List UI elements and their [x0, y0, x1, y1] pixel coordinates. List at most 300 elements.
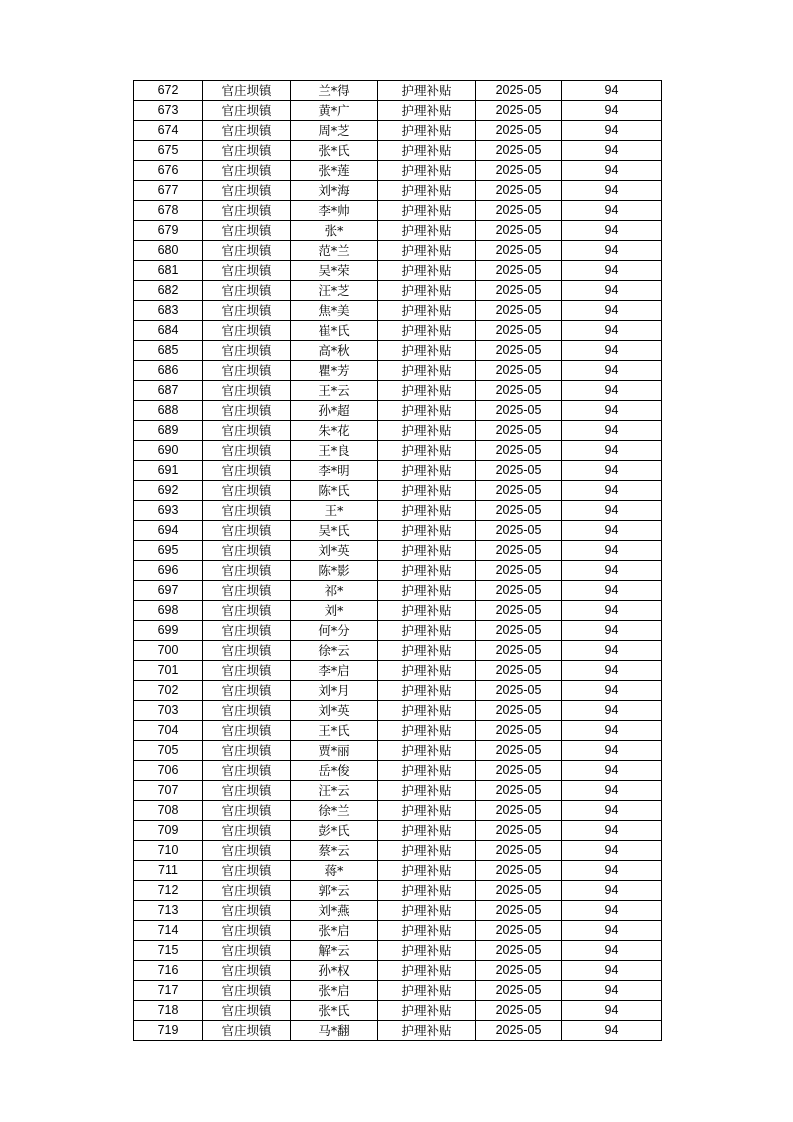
row-index-cell: 711: [134, 861, 203, 881]
row-subsidy-type-cell: 护理补贴: [378, 181, 476, 201]
row-town-cell: 官庄坝镇: [203, 861, 291, 881]
row-town-cell: 官庄坝镇: [203, 461, 291, 481]
table-row: [134, 201, 662, 221]
row-subsidy-type-cell: 护理补贴: [378, 901, 476, 921]
row-town-cell: 官庄坝镇: [203, 161, 291, 181]
row-index-cell: 680: [134, 241, 203, 261]
row-amount-cell: 94: [562, 441, 662, 461]
row-name-cell: 吴*氏: [291, 521, 378, 541]
row-town-cell: 官庄坝镇: [203, 961, 291, 981]
table-row: [134, 641, 662, 661]
row-subsidy-type-cell: 护理补贴: [378, 161, 476, 181]
row-name-cell: 刘*: [291, 601, 378, 621]
row-period-cell: 2025-05: [476, 261, 562, 281]
row-index-cell: 694: [134, 521, 203, 541]
row-town-cell: 官庄坝镇: [203, 281, 291, 301]
row-name-cell: 吴*荣: [291, 261, 378, 281]
row-name-cell: 彭*氏: [291, 821, 378, 841]
row-name-cell: 徐*云: [291, 641, 378, 661]
row-index-cell: 673: [134, 101, 203, 121]
row-amount-cell: 94: [562, 841, 662, 861]
table-row: [134, 581, 662, 601]
row-name-cell: 李*明: [291, 461, 378, 481]
table-row: [134, 361, 662, 381]
row-period-cell: 2025-05: [476, 321, 562, 341]
table-row: [134, 501, 662, 521]
row-amount-cell: 94: [562, 781, 662, 801]
row-amount-cell: 94: [562, 601, 662, 621]
row-town-cell: 官庄坝镇: [203, 801, 291, 821]
row-period-cell: 2025-05: [476, 881, 562, 901]
row-period-cell: 2025-05: [476, 1001, 562, 1021]
row-period-cell: 2025-05: [476, 101, 562, 121]
row-index-cell: 697: [134, 581, 203, 601]
row-town-cell: 官庄坝镇: [203, 481, 291, 501]
row-town-cell: 官庄坝镇: [203, 581, 291, 601]
row-subsidy-type-cell: 护理补贴: [378, 801, 476, 821]
row-name-cell: 王*氏: [291, 721, 378, 741]
row-period-cell: 2025-05: [476, 781, 562, 801]
row-amount-cell: 94: [562, 1001, 662, 1021]
row-index-cell: 715: [134, 941, 203, 961]
row-town-cell: 官庄坝镇: [203, 901, 291, 921]
row-period-cell: 2025-05: [476, 901, 562, 921]
row-index-cell: 696: [134, 561, 203, 581]
row-name-cell: 陈*影: [291, 561, 378, 581]
table-row: [134, 741, 662, 761]
row-subsidy-type-cell: 护理补贴: [378, 301, 476, 321]
row-name-cell: 黄*广: [291, 101, 378, 121]
row-name-cell: 范*兰: [291, 241, 378, 261]
table-row: [134, 381, 662, 401]
row-subsidy-type-cell: 护理补贴: [378, 981, 476, 1001]
table-row: [134, 1001, 662, 1021]
row-index-cell: 702: [134, 681, 203, 701]
row-name-cell: 汪*云: [291, 781, 378, 801]
row-period-cell: 2025-05: [476, 721, 562, 741]
row-period-cell: 2025-05: [476, 381, 562, 401]
row-subsidy-type-cell: 护理补贴: [378, 761, 476, 781]
row-town-cell: 官庄坝镇: [203, 941, 291, 961]
row-period-cell: 2025-05: [476, 421, 562, 441]
row-amount-cell: 94: [562, 241, 662, 261]
row-town-cell: 官庄坝镇: [203, 541, 291, 561]
row-index-cell: 677: [134, 181, 203, 201]
row-amount-cell: 94: [562, 281, 662, 301]
row-town-cell: 官庄坝镇: [203, 521, 291, 541]
row-town-cell: 官庄坝镇: [203, 881, 291, 901]
table-row: [134, 901, 662, 921]
row-amount-cell: 94: [562, 661, 662, 681]
row-index-cell: 700: [134, 641, 203, 661]
row-subsidy-type-cell: 护理补贴: [378, 361, 476, 381]
row-period-cell: 2025-05: [476, 921, 562, 941]
row-index-cell: 691: [134, 461, 203, 481]
row-subsidy-type-cell: 护理补贴: [378, 541, 476, 561]
table-row: [134, 121, 662, 141]
row-index-cell: 698: [134, 601, 203, 621]
row-subsidy-type-cell: 护理补贴: [378, 441, 476, 461]
table-row: [134, 321, 662, 341]
table-row: [134, 101, 662, 121]
row-subsidy-type-cell: 护理补贴: [378, 1021, 476, 1041]
row-amount-cell: 94: [562, 201, 662, 221]
row-amount-cell: 94: [562, 761, 662, 781]
row-amount-cell: 94: [562, 681, 662, 701]
row-index-cell: 672: [134, 81, 203, 101]
table-row: [134, 481, 662, 501]
row-subsidy-type-cell: 护理补贴: [378, 201, 476, 221]
table-row: [134, 1021, 662, 1041]
row-amount-cell: 94: [562, 121, 662, 141]
row-name-cell: 刘*英: [291, 701, 378, 721]
row-subsidy-type-cell: 护理补贴: [378, 461, 476, 481]
row-name-cell: 王*: [291, 501, 378, 521]
row-index-cell: 686: [134, 361, 203, 381]
table-row: [134, 301, 662, 321]
row-amount-cell: 94: [562, 501, 662, 521]
row-subsidy-type-cell: 护理补贴: [378, 81, 476, 101]
row-index-cell: 714: [134, 921, 203, 941]
row-town-cell: 官庄坝镇: [203, 561, 291, 581]
row-subsidy-type-cell: 护理补贴: [378, 321, 476, 341]
row-subsidy-type-cell: 护理补贴: [378, 881, 476, 901]
row-name-cell: 王*云: [291, 381, 378, 401]
row-amount-cell: 94: [562, 561, 662, 581]
table-row: [134, 401, 662, 421]
table-row: [134, 661, 662, 681]
row-period-cell: 2025-05: [476, 501, 562, 521]
row-index-cell: 674: [134, 121, 203, 141]
table-row: [134, 561, 662, 581]
table-row: [134, 721, 662, 741]
row-amount-cell: 94: [562, 401, 662, 421]
row-period-cell: 2025-05: [476, 761, 562, 781]
row-index-cell: 690: [134, 441, 203, 461]
row-amount-cell: 94: [562, 421, 662, 441]
row-period-cell: 2025-05: [476, 561, 562, 581]
row-town-cell: 官庄坝镇: [203, 661, 291, 681]
row-subsidy-type-cell: 护理补贴: [378, 221, 476, 241]
row-subsidy-type-cell: 护理补贴: [378, 841, 476, 861]
row-name-cell: 陈*氏: [291, 481, 378, 501]
row-index-cell: 710: [134, 841, 203, 861]
row-amount-cell: 94: [562, 921, 662, 941]
row-amount-cell: 94: [562, 541, 662, 561]
row-town-cell: 官庄坝镇: [203, 441, 291, 461]
row-amount-cell: 94: [562, 941, 662, 961]
row-index-cell: 719: [134, 1021, 203, 1041]
row-town-cell: 官庄坝镇: [203, 261, 291, 281]
row-subsidy-type-cell: 护理补贴: [378, 561, 476, 581]
row-index-cell: 688: [134, 401, 203, 421]
row-amount-cell: 94: [562, 381, 662, 401]
row-name-cell: 朱*花: [291, 421, 378, 441]
table-row: [134, 521, 662, 541]
table-row: [134, 961, 662, 981]
row-period-cell: 2025-05: [476, 241, 562, 261]
row-period-cell: 2025-05: [476, 941, 562, 961]
row-period-cell: 2025-05: [476, 441, 562, 461]
row-amount-cell: 94: [562, 881, 662, 901]
table-row: [134, 981, 662, 1001]
table-row: [134, 81, 662, 101]
table-row: [134, 261, 662, 281]
row-period-cell: 2025-05: [476, 121, 562, 141]
row-subsidy-type-cell: 护理补贴: [378, 721, 476, 741]
table-row: [134, 221, 662, 241]
row-period-cell: 2025-05: [476, 521, 562, 541]
row-name-cell: 焦*美: [291, 301, 378, 321]
row-index-cell: 678: [134, 201, 203, 221]
table-row: [134, 601, 662, 621]
row-subsidy-type-cell: 护理补贴: [378, 701, 476, 721]
subsidy-roster-table: [133, 80, 662, 1041]
row-name-cell: 蒋*: [291, 861, 378, 881]
row-town-cell: 官庄坝镇: [203, 181, 291, 201]
table-row: [134, 921, 662, 941]
row-name-cell: 郭*云: [291, 881, 378, 901]
row-name-cell: 兰*得: [291, 81, 378, 101]
row-period-cell: 2025-05: [476, 361, 562, 381]
row-index-cell: 692: [134, 481, 203, 501]
row-town-cell: 官庄坝镇: [203, 781, 291, 801]
row-town-cell: 官庄坝镇: [203, 621, 291, 641]
table-row: [134, 781, 662, 801]
table-row: [134, 841, 662, 861]
row-period-cell: 2025-05: [476, 641, 562, 661]
row-amount-cell: 94: [562, 301, 662, 321]
table-row: [134, 341, 662, 361]
row-town-cell: 官庄坝镇: [203, 601, 291, 621]
table-row: [134, 181, 662, 201]
row-town-cell: 官庄坝镇: [203, 741, 291, 761]
row-town-cell: 官庄坝镇: [203, 921, 291, 941]
row-town-cell: 官庄坝镇: [203, 201, 291, 221]
row-subsidy-type-cell: 护理补贴: [378, 521, 476, 541]
row-amount-cell: 94: [562, 461, 662, 481]
row-town-cell: 官庄坝镇: [203, 341, 291, 361]
row-subsidy-type-cell: 护理补贴: [378, 241, 476, 261]
table-row: [134, 881, 662, 901]
row-period-cell: 2025-05: [476, 861, 562, 881]
row-index-cell: 705: [134, 741, 203, 761]
table-row: [134, 421, 662, 441]
row-amount-cell: 94: [562, 141, 662, 161]
row-period-cell: 2025-05: [476, 161, 562, 181]
row-period-cell: 2025-05: [476, 701, 562, 721]
table-row: [134, 161, 662, 181]
row-town-cell: 官庄坝镇: [203, 821, 291, 841]
row-subsidy-type-cell: 护理补贴: [378, 941, 476, 961]
row-period-cell: 2025-05: [476, 141, 562, 161]
row-period-cell: 2025-05: [476, 601, 562, 621]
row-amount-cell: 94: [562, 261, 662, 281]
row-subsidy-type-cell: 护理补贴: [378, 641, 476, 661]
row-index-cell: 679: [134, 221, 203, 241]
row-subsidy-type-cell: 护理补贴: [378, 121, 476, 141]
row-town-cell: 官庄坝镇: [203, 981, 291, 1001]
row-index-cell: 689: [134, 421, 203, 441]
table-row: [134, 761, 662, 781]
row-town-cell: 官庄坝镇: [203, 81, 291, 101]
row-subsidy-type-cell: 护理补贴: [378, 821, 476, 841]
row-subsidy-type-cell: 护理补贴: [378, 601, 476, 621]
row-name-cell: 解*云: [291, 941, 378, 961]
row-town-cell: 官庄坝镇: [203, 641, 291, 661]
row-index-cell: 708: [134, 801, 203, 821]
row-period-cell: 2025-05: [476, 221, 562, 241]
row-amount-cell: 94: [562, 1021, 662, 1041]
row-index-cell: 704: [134, 721, 203, 741]
row-period-cell: 2025-05: [476, 541, 562, 561]
row-amount-cell: 94: [562, 981, 662, 1001]
table-row: [134, 461, 662, 481]
row-name-cell: 祁*: [291, 581, 378, 601]
row-subsidy-type-cell: 护理补贴: [378, 581, 476, 601]
row-period-cell: 2025-05: [476, 301, 562, 321]
row-town-cell: 官庄坝镇: [203, 101, 291, 121]
row-name-cell: 徐*兰: [291, 801, 378, 821]
row-period-cell: 2025-05: [476, 661, 562, 681]
row-name-cell: 张*氏: [291, 141, 378, 161]
table-row: [134, 241, 662, 261]
row-index-cell: 703: [134, 701, 203, 721]
row-amount-cell: 94: [562, 341, 662, 361]
row-subsidy-type-cell: 护理补贴: [378, 501, 476, 521]
row-index-cell: 709: [134, 821, 203, 841]
row-index-cell: 685: [134, 341, 203, 361]
row-index-cell: 675: [134, 141, 203, 161]
row-subsidy-type-cell: 护理补贴: [378, 621, 476, 641]
row-name-cell: 蔡*云: [291, 841, 378, 861]
table-row: [134, 141, 662, 161]
row-amount-cell: 94: [562, 621, 662, 641]
row-period-cell: 2025-05: [476, 81, 562, 101]
row-amount-cell: 94: [562, 481, 662, 501]
row-subsidy-type-cell: 护理补贴: [378, 661, 476, 681]
table-row: [134, 861, 662, 881]
row-amount-cell: 94: [562, 101, 662, 121]
row-subsidy-type-cell: 护理补贴: [378, 861, 476, 881]
row-period-cell: 2025-05: [476, 481, 562, 501]
row-index-cell: 699: [134, 621, 203, 641]
row-period-cell: 2025-05: [476, 821, 562, 841]
row-period-cell: 2025-05: [476, 681, 562, 701]
row-amount-cell: 94: [562, 521, 662, 541]
row-subsidy-type-cell: 护理补贴: [378, 381, 476, 401]
row-subsidy-type-cell: 护理补贴: [378, 141, 476, 161]
row-index-cell: 717: [134, 981, 203, 1001]
row-town-cell: 官庄坝镇: [203, 121, 291, 141]
row-name-cell: 张*氏: [291, 1001, 378, 1021]
row-subsidy-type-cell: 护理补贴: [378, 261, 476, 281]
row-subsidy-type-cell: 护理补贴: [378, 961, 476, 981]
row-period-cell: 2025-05: [476, 961, 562, 981]
row-town-cell: 官庄坝镇: [203, 721, 291, 741]
roster-table-body: [134, 81, 662, 1041]
row-name-cell: 刘*海: [291, 181, 378, 201]
row-town-cell: 官庄坝镇: [203, 761, 291, 781]
row-name-cell: 刘*月: [291, 681, 378, 701]
row-period-cell: 2025-05: [476, 201, 562, 221]
row-name-cell: 李*启: [291, 661, 378, 681]
row-name-cell: 崔*氏: [291, 321, 378, 341]
table-row: [134, 681, 662, 701]
row-period-cell: 2025-05: [476, 621, 562, 641]
row-name-cell: 瞿*芳: [291, 361, 378, 381]
row-subsidy-type-cell: 护理补贴: [378, 1001, 476, 1021]
row-subsidy-type-cell: 护理补贴: [378, 741, 476, 761]
row-amount-cell: 94: [562, 361, 662, 381]
table-row: [134, 621, 662, 641]
row-index-cell: 695: [134, 541, 203, 561]
row-index-cell: 713: [134, 901, 203, 921]
row-amount-cell: 94: [562, 901, 662, 921]
row-subsidy-type-cell: 护理补贴: [378, 421, 476, 441]
row-name-cell: 孙*超: [291, 401, 378, 421]
row-name-cell: 李*帅: [291, 201, 378, 221]
row-subsidy-type-cell: 护理补贴: [378, 481, 476, 501]
row-town-cell: 官庄坝镇: [203, 1001, 291, 1021]
table-row: [134, 441, 662, 461]
row-index-cell: 687: [134, 381, 203, 401]
table-row: [134, 701, 662, 721]
row-amount-cell: 94: [562, 81, 662, 101]
row-town-cell: 官庄坝镇: [203, 301, 291, 321]
row-amount-cell: 94: [562, 721, 662, 741]
row-name-cell: 张*: [291, 221, 378, 241]
row-town-cell: 官庄坝镇: [203, 1021, 291, 1041]
row-period-cell: 2025-05: [476, 1021, 562, 1041]
row-index-cell: 682: [134, 281, 203, 301]
row-period-cell: 2025-05: [476, 841, 562, 861]
table-row: [134, 281, 662, 301]
row-town-cell: 官庄坝镇: [203, 841, 291, 861]
row-name-cell: 岳*俊: [291, 761, 378, 781]
row-subsidy-type-cell: 护理补贴: [378, 781, 476, 801]
row-index-cell: 716: [134, 961, 203, 981]
row-town-cell: 官庄坝镇: [203, 501, 291, 521]
row-index-cell: 676: [134, 161, 203, 181]
row-name-cell: 刘*燕: [291, 901, 378, 921]
row-period-cell: 2025-05: [476, 281, 562, 301]
row-period-cell: 2025-05: [476, 741, 562, 761]
row-name-cell: 周*芝: [291, 121, 378, 141]
row-period-cell: 2025-05: [476, 981, 562, 1001]
row-name-cell: 马*翻: [291, 1021, 378, 1041]
row-index-cell: 681: [134, 261, 203, 281]
row-amount-cell: 94: [562, 801, 662, 821]
table-row: [134, 801, 662, 821]
row-subsidy-type-cell: 护理补贴: [378, 281, 476, 301]
row-period-cell: 2025-05: [476, 581, 562, 601]
row-town-cell: 官庄坝镇: [203, 361, 291, 381]
row-name-cell: 贾*丽: [291, 741, 378, 761]
row-subsidy-type-cell: 护理补贴: [378, 681, 476, 701]
row-name-cell: 汪*芝: [291, 281, 378, 301]
row-town-cell: 官庄坝镇: [203, 681, 291, 701]
row-town-cell: 官庄坝镇: [203, 321, 291, 341]
table-row: [134, 821, 662, 841]
row-subsidy-type-cell: 护理补贴: [378, 921, 476, 941]
row-amount-cell: 94: [562, 161, 662, 181]
row-subsidy-type-cell: 护理补贴: [378, 101, 476, 121]
row-name-cell: 何*分: [291, 621, 378, 641]
row-name-cell: 张*启: [291, 921, 378, 941]
row-amount-cell: 94: [562, 961, 662, 981]
row-period-cell: 2025-05: [476, 341, 562, 361]
